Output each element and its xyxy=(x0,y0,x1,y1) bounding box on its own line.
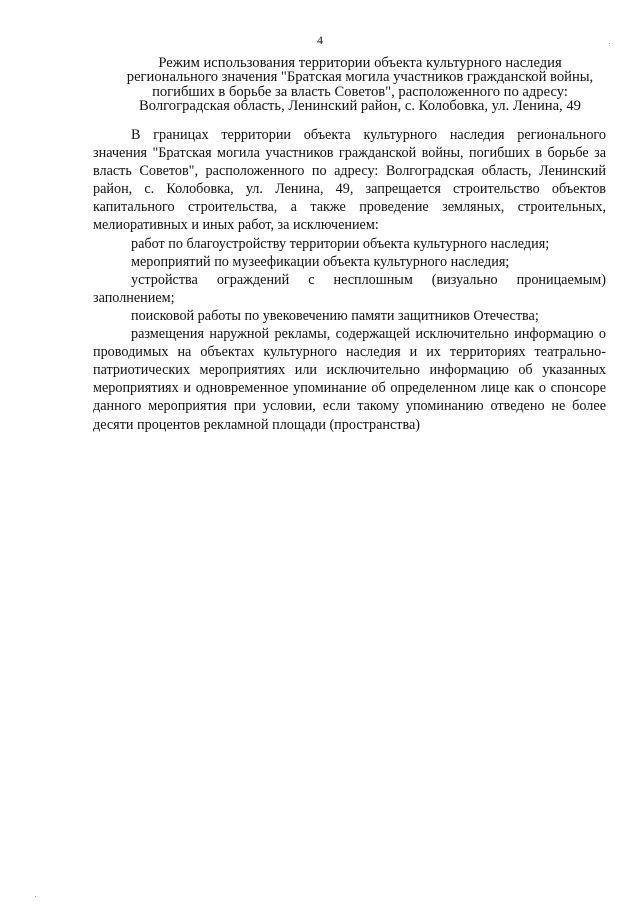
title-line: Волгоградская область, Ленинский район, с. Колобовка, ул. Ленина, 49 xyxy=(139,98,581,115)
title-line: Режим использования территории объекта культурного наследия xyxy=(158,55,562,71)
document-title xyxy=(80,56,640,114)
document-body xyxy=(93,126,606,434)
title-line: регионального значения "Братская могила участников гражданской войны, xyxy=(126,69,594,86)
exception-item: поисковой работы по увековечению памяти защитников Отечества; xyxy=(131,307,539,324)
exception-item: мероприятий по музеефикации объекта культурного наследия; xyxy=(131,253,510,270)
exception-item: работ по благоустройству территории объекта культурного наследия; xyxy=(131,235,550,252)
scan-speck xyxy=(35,896,36,897)
scan-speck xyxy=(609,43,610,44)
intro-paragraph: В границах территории объекта культурного наследия регионального значения "Братская могила участников гражданской войны, погибших в борьбе за власть Советов", расположенного по адресу: Волгоградская область, Ленинский район, с. Колобовка, ул. Ленина, 49, запрещается строительство объектов капитального строительства, а также проведение земляных, строительных, мелиоративных и иных работ, за исключением: xyxy=(93,127,606,234)
page-number: 4 xyxy=(317,33,323,47)
title-line: погибших в борьбе за власть Советов", расположенного по адресу: xyxy=(152,83,568,100)
exception-item: устройства ограждений с несплошным (визуально проницаемым) заполнением; xyxy=(93,271,606,306)
exception-item: размещения наружной рекламы, содержащей исключительно информацию о проводимых на объектах культурного наследия и их территориях театрально-патриотических мероприятиях или исключительно информацию об указанных мероприятиях и одновременное упоминание об определенном лице как о спонсоре данного мероприятия при условии, если такому упоминанию отведено не более десяти процентов рекламной площади (пространства) xyxy=(93,326,606,433)
